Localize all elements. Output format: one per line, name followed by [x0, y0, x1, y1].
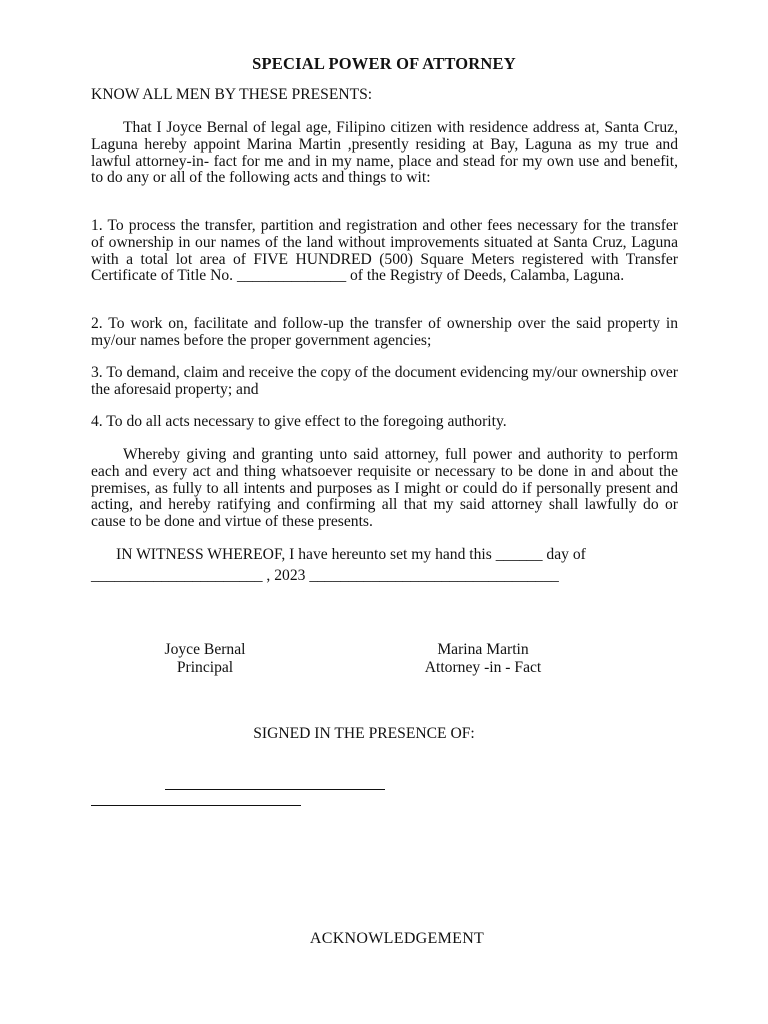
- item-1: 1. To process the transfer, partition and registration and other fees necessary for the transfer of ownership in our names of the land without improvements situated at Santa Cruz, Laguna with a total lot area of FIVE HUNDRED (500) Square Meters registered with Transfer Certificate of Title No. ______________ of the Registry of Deeds, Calamba, Laguna.: [91, 217, 678, 285]
- attorney-signature-block: [403, 641, 563, 677]
- acknowledgement-heading: ACKNOWLEDGEMENT: [309, 930, 485, 947]
- witness-clause: [91, 544, 691, 586]
- item-2: 2. To work on, facilitate and follow-up the transfer of ownership over the said property in my/our names before the proper government agencies;: [91, 315, 678, 349]
- witness-line-2: ______________________ , 2023 ________________________________: [91, 567, 559, 584]
- attorney-role: Attorney -in - Fact: [424, 659, 542, 676]
- witness-signature-line-1: [165, 789, 385, 790]
- principal-signature-block: [130, 641, 280, 677]
- item-4: 4. To do all acts necessary to give effect to the foregoing authority.: [91, 413, 507, 430]
- whereby-paragraph: Whereby giving and granting unto said attorney, full power and authority to perform each and every act and thing whatsoever requisite or necessary to be done in and about the premises, as fully to all intents and purposes as I might or could do if personally present and acting, and hereby ratifying and confirming all that my said attorney shall lawfully do or cause to be done and virtue of these presents.: [91, 446, 678, 531]
- principal-role: Principal: [176, 659, 234, 676]
- witness-signature-line-2: [91, 805, 301, 806]
- salutation: KNOW ALL MEN BY THESE PRESENTS:: [91, 86, 373, 103]
- intro-paragraph: That I Joyce Bernal of legal age, Filipino citizen with residence address at, Santa Cruz, Laguna hereby appoint Marina Martin ,presently residing at Bay, Laguna as my true and lawful attorney-in- fact for me and in my name, place and stead for my own use and benefit, to do any or all of the following acts and things to wit:: [91, 119, 678, 187]
- signed-in-presence: SIGNED IN THE PRESENCE OF:: [253, 725, 475, 742]
- witness-line-1: IN WITNESS WHEREOF, I have hereunto set my hand this ______ day of: [116, 546, 586, 563]
- item-3: 3. To demand, claim and receive the copy of the document evidencing my/our ownership over the aforesaid property; and: [91, 364, 678, 398]
- document-title: SPECIAL POWER OF ATTORNEY: [252, 54, 516, 73]
- principal-name: Joyce Bernal: [164, 641, 246, 658]
- attorney-name: Marina Martin: [437, 641, 529, 658]
